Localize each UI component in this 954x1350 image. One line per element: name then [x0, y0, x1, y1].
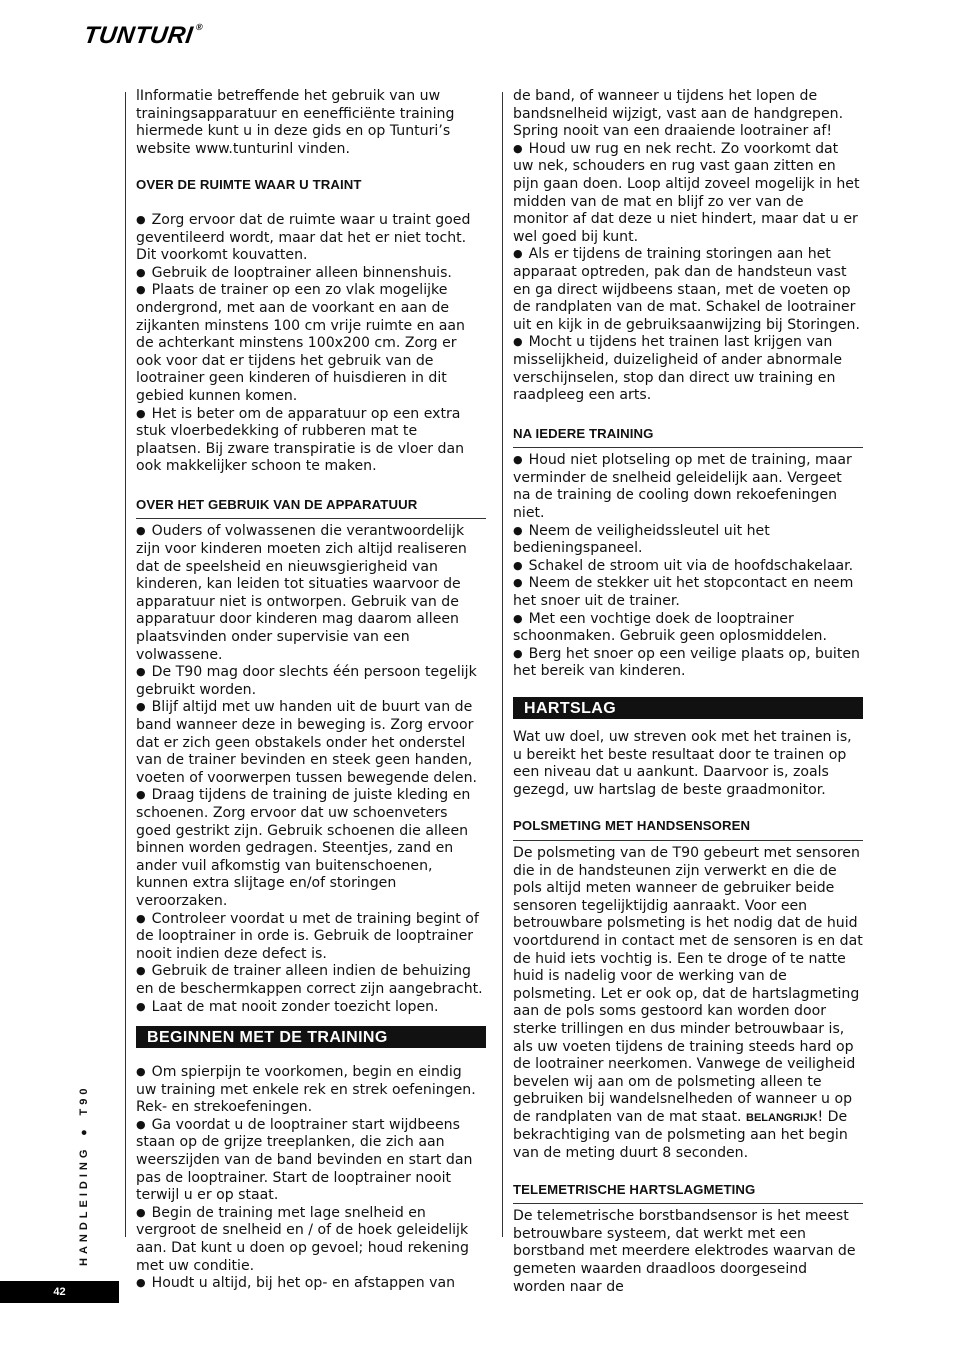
list-item: ● Zorg ervoor dat de ruimte waar u traint goed geventileerd wordt, maar dat het er niet tocht. Dit voorkomt kouvatten.: [136, 212, 486, 265]
tunturi-logo: TUNTURI®: [82, 22, 204, 49]
list-item: ● Schakel de stroom uit via de hoofdschakelaar.: [513, 558, 863, 576]
list-item: ● Neem de stekker uit het stopcontact en neem het snoer uit de trainer.: [513, 575, 863, 610]
list-item: ● Plaats de trainer op een zo vlak mogelijke ondergrond, met aan de voorkant en aan de zijkanten minstens 100 cm vrije ruimte en aan de achterkant minstens 100x200 cm. Zorg er ook voor dat er tijdens het gebruik van de lootrainer geen kinderen of huisdieren in dit gebied kunnen komen.: [136, 282, 486, 405]
belangrijk-label: BELANGRIJK: [746, 1111, 818, 1124]
polsmeting-paragraph: De polsmeting van de T90 gebeurt met sensoren die in de handsteunen zijn verwerkt en die de pols altijd meten wanneer de gebruiker beide sensoren tegelijktijdig aanraakt. Voor een betrouwbare polsmeting is het nodig dat de huid voortdurend in contact met de sensoren is en dat de huid iets vochtig is. Een te droge of te natte huid is nadelig voor de werking van de polsmeting. Let er ook op, dat de hartslagmeting aan de pols soms gestoord kan worden door sterke trillingen en dus minder betrouwbaar is, als uw voeten tijdens de training steeds hard op de lootrainer neerkomen. Vanwege de veiligheid bevelen wij aan om de polsmeting alleen te gebruiken bij wandelsnelheden of wanneer u op de randplaten van de mat staat. BELANGRIJK! De bekrachtiging van de polsmeting aan het begin van de meting duurt 8 seconden.: [513, 844, 863, 1162]
list-item: ● Met een vochtige doek de looptrainer schoonmaken. Gebruik geen oplosmiddelen.: [513, 611, 863, 646]
list-item: ● Berg het snoer op een veilige plaats op, buiten het bereik van kinderen.: [513, 646, 863, 681]
heading-na-training: NA IEDERE TRAINING: [513, 425, 863, 449]
heading-ruimte: OVER DE RUIMTE WAAR U TRAINT: [136, 177, 362, 193]
hartslag-paragraph: Wat uw doel, uw streven ook met het trainen is, u bereikt het beste resultaat door te trainen op een niveau dat u aankunt. Daarvoor is, zoals gezegd, uw hartslag de beste graadmonitor.: [513, 729, 852, 798]
list-item: ● Om spierpijn te voorkomen, begin en eindig uw training met enkele rek en strek oefeningen. Rek- en strekoefeningen.: [136, 1064, 486, 1117]
list-item: ● Draag tijdens de training de juiste kleding en schoenen. Zorg ervoor dat uw schoenveters goed gestrikt zijn. Gebruik schoenen die alleen binnen worden gedragen. Steentjes, zand en ander vuil afkomstig van buitenschoenen, kunnen extra slijtage en/of storingen veroorzaken.: [136, 787, 486, 910]
list-item: ● Houd niet plotseling op met de training, maar verminder de snelheid geleidelijk aan. Vergeet na de training de cooling down rekoefeningen niet.: [513, 452, 863, 522]
telemetrisch-paragraph: De telemetrische borstbandsensor is het meest betrouwbare systeem, dat werkt met een borstband met meerdere elektrodes waarvan de gemeten waarden draadloos doorgeseind worden naar de: [513, 1208, 856, 1295]
right-column: [513, 88, 863, 1296]
list-item: ● Laat de mat nooit zonder toezicht lopen.: [136, 999, 486, 1017]
left-column-rule: [125, 92, 126, 1237]
section-banner-beginnen: BEGINNEN MET DE TRAINING: [136, 1026, 486, 1048]
heading-telemetrisch: TELEMETRISCHE HARTSLAGMETING: [513, 1181, 863, 1205]
list-item: ● Houdt u altijd, bij het op- en afstappen van: [136, 1275, 486, 1293]
list-item: ● Controleer voordat u met de training begint of de looptrainer in orde is. Gebruik de looptrainer nooit indien deze defect is.: [136, 911, 486, 964]
list-item: ● Houd uw rug en nek recht. Zo voorkomt dat uw nek, schouders en rug vast gaan zitten en pijn gaan doen. Loop altijd zoveel mogelijk in het midden van de mat en blijf zo ver van de monitor af dat deze u niet hindert, maar dat u er wel goed bij kunt.: [513, 141, 863, 247]
list-item: ● Gebruik de looptrainer alleen binnenshuis.: [136, 265, 486, 283]
left-column: [136, 88, 486, 1293]
list-item: ● Mocht u tijdens het trainen last krijgen van misselijkheid, duizeligheid of ander abnormale verschijnselen, stop dan direct uw training en raadpleeg een arts.: [513, 334, 863, 404]
list-item: ● Ouders of volwassenen die verantwoordelijk zijn voor kinderen moeten zich altijd realiseren dat de speelsheid en nieuwsgierigheid van kinderen, kan leiden tot situaties waarvoor de apparatuur niet is ontworpen. Gebruik van de apparatuur door kinderen mag daarom alleen plaatsvinden onder supervisie van een volwassene.: [136, 523, 486, 664]
continued-paragraph: de band, of wanneer u tijdens het lopen de bandsnelheid wijzigt, vast aan de handgrepen. Spring nooit van een draaiende lootrainer af!: [513, 88, 844, 140]
page-number: 42: [0, 1281, 119, 1303]
list-item: ● Neem de veiligheidssleutel uit het bedieningspaneel.: [513, 523, 863, 558]
list-item: ● Gebruik de trainer alleen indien de behuizing en de beschermkappen correct zijn aangebracht.: [136, 963, 486, 998]
intro-paragraph: lInformatie betreffende het gebruik van uw trainingsapparatuur en eenefficiënte training hiermede kunt u in deze gids en op Tunturi’s website www.tunturinl vinden.: [136, 88, 455, 157]
section-banner-hartslag: HARTSLAG: [513, 697, 863, 719]
right-column-rule: [502, 92, 503, 1237]
list-item: ● De T90 mag door slechts één persoon tegelijk gebruikt worden.: [136, 664, 486, 699]
list-item: ● Het is beter om de apparatuur op een extra stuk vloerbedekking of rubberen mat te plaatsen. Bij zware transpiratie is de vloer dan ook makkelijker schoon te maken.: [136, 406, 486, 476]
list-item: ● Als er tijdens de training storingen aan het apparaat optreden, pak dan de handsteun vast en ga direct wijdbeens staan, met de voeten op de randplaten van de mat. Schakel de lootrainer uit en kijk in de gebruiksaanwijzing bij Storingen.: [513, 246, 863, 334]
list-item: ● Ga voordat u de looptrainer start wijdbeens staan op de grijze treeplanken, die zich aan weerszijden van de band bevinden en start dan pas de looptrainer. Start de looptrainer nooit terwijl u er op staat.: [136, 1117, 486, 1205]
list-item: ● Begin de training met lage snelheid en vergroot de snelheid en / of de hoek geleidelijk aan. Dat kunt u doen op gevoel; houd rekening met uw conditie.: [136, 1205, 486, 1275]
heading-gebruik: OVER HET GEBRUIK VAN DE APPARATUUR: [136, 496, 486, 520]
list-item: ● Blijf altijd met uw handen uit de buurt van de band wanneer deze in beweging is. Zorg ervoor dat er zich geen obstakels onder het onderstel van de trainer bevinden en steek geen handen, voeten of voorwerpen tussen bewegende delen.: [136, 699, 486, 787]
heading-polsmeting: POLSMETING MET HANDSENSOREN: [513, 817, 863, 841]
side-label: HANDLEIDING ● T90: [78, 1084, 90, 1266]
